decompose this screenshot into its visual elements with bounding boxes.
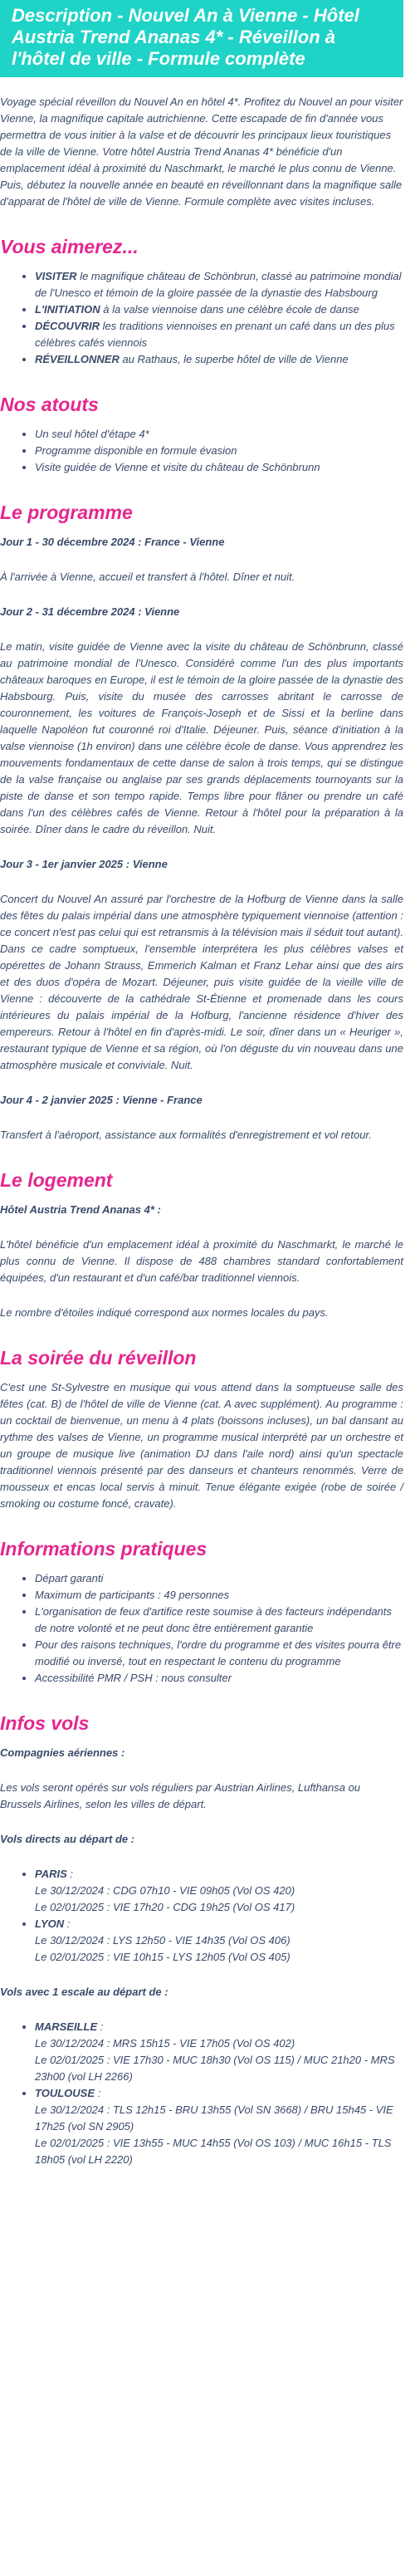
flight-line: Le 30/12/2024 : MRS 15h15 - VIE 17h05 (Vol OS 402) — [35, 2037, 295, 2050]
list-item: • Un seul hôtel d'étape 4* — [35, 426, 403, 443]
list-item — [35, 351, 403, 368]
item-text: le magnifique château de Schönbrun, classé au patrimoine mondial de l'Unesco et témoin de la gloire passée de la dynastie des Habsbourg — [35, 270, 402, 299]
day-title: Jour 2 - 31 décembre 2024 : Vienne — [0, 605, 180, 618]
stars-note: Le nombre d'étoiles indiqué correspond aux normes locales du pays. — [0, 1306, 329, 1319]
day-text: Concert du Nouvel An assuré par l'orchestre de la Hofburg de Vienne dans la salle des fêtes du palais impérial dans une atmosphère typiquement viennoise (attention : ce concert n'est pas celui qui est retransmis à la télévision mais il séduit tout autant). Dans ce cadre somptueux, l'ensemble interprétera les plus célèbres valses et opérettes de Johann Strauss, Emmerich Kalman et Franz Lehar ainsi que des airs et des duos d'opéra de Mozart. Déjeuner, puis visite guidée de la vieille ville de Vienne : découverte de la cathédrale St-Étienne et promenade dans les cours intérieures du palais impérial de la Hofburg, l'ancienne résidence d'hiver des empereurs. Retour à l'hôtel en fin d'après-midi. Le soir, dîner dans un « Heuriger », restaurant typique de Vienne et sa région, où l'on déguste du vin nouveau dans une atmosphère musicale et conviviale. Nuit. — [0, 893, 403, 1071]
item-text: au Rathaus, le superbe hôtel de ville de Vienne — [119, 353, 349, 365]
flight-city-item: • LYON : Le 30/12/2024 : LYS 12h50 - VIE 14h35 (Vol OS 406) Le 02/01/2025 : VIE 10h15 - LYS 12h05 (Vol OS 405) — [35, 1916, 403, 1966]
direct-flights-list — [0, 1866, 403, 1966]
companies-title: Compagnies aériennes : — [0, 1746, 125, 1759]
day-title: Jour 4 - 2 janvier 2025 : Vienne - France — [0, 1094, 203, 1106]
flight-line: Le 30/12/2024 : LYS 12h50 - VIE 14h35 (Vol OS 406) — [35, 1934, 290, 1947]
list-item: • L'organisation de feux d'artifice reste soumise à des facteurs indépendants de notre volonté et ne peut donc être entièrement garantie — [35, 1604, 403, 1637]
flight-line: Le 30/12/2024 : TLS 12h15 - BRU 13h55 (Vol SN 3668) / BRU 15h45 - VIE 17h25 (vol SN 2905) — [35, 2103, 393, 2133]
flight-line: Le 30/12/2024 : CDG 07h10 - VIE 09h05 (Vol OS 420) — [35, 1884, 295, 1897]
item-keyword: RÉVEILLONNER — [35, 353, 120, 365]
flight-line: Le 02/01/2025 : VIE 10h15 - LYS 12h05 (Vol OS 405) — [35, 1951, 290, 1963]
list-item: • Pour des raisons techniques, l'ordre du programme et des visites pourra être modifié ou inversé, tout en respectant le contenu du programme — [35, 1637, 403, 1670]
list-item: • Programme disponible en formule évasion — [35, 443, 403, 459]
list-item — [35, 268, 403, 301]
section-heading-atouts: Nos atouts — [0, 394, 99, 415]
atouts-list — [0, 426, 403, 476]
item-keyword: VISITER — [35, 270, 77, 282]
flight-city-item: • PARIS : Le 30/12/2024 : CDG 07h10 - VIE 09h05 (Vol OS 420) Le 02/01/2025 : VIE 17h20 - CDG 19h25 (Vol OS 417) — [35, 1866, 403, 1916]
day-title: Jour 3 - 1er janvier 2025 : Vienne — [0, 858, 168, 870]
item-keyword: DÉCOUVRIR — [35, 320, 100, 332]
day-text: À l'arrivée à Vienne, accueil et transfert à l'hôtel. Dîner et nuit. — [0, 571, 295, 583]
list-item: • Maximum de participants : 49 personnes — [35, 1587, 403, 1604]
flight-city-item: • TOULOUSE : Le 30/12/2024 : TLS 12h15 - BRU 13h55 (Vol SN 3668) / BRU 15h45 - VIE 17h25 (vol SN 2905) Le 02/01/2025 : VIE 13h55 - MUC 14h55 (Vol OS 103) / MUC 16h15 - TLS 18h05 (vol LH 2220) — [35, 2085, 403, 2168]
day-text: Le matin, visite guidée de Vienne avec la visite du château de Schönbrunn, classé au patrimoine mondial de l'Unesco. Considéré comme l'un des plus importants châteaux baroques en Europe, il est le témoin de la gloire passée de la dynastie des Habsbourg. Puis, visite du musée des carrosses abritant le carrosse de couronnement, les voitures de François-Joseph et de Sissi et la berline dans laquelle Napoléon fut couronné roi d'Italie. Déjeuner. Puis, séance d'initiation à la valse viennoise (1h environ) dans une célèbre école de danse. Vous apprendrez les mouvements fondamentaux de cette danse de salon à trois temps, qui se distingue de la valse française ou anglaise par ses grands déplacements tournoyants sur la piste de danse et son tempo rapide. Temps libre pour flâner ou prendre un café dans l'un des célèbres cafés de Vienne. Retour à l'hôtel pour la préparation à la soirée. Dîner dans le cadre du réveillon. Nuit. — [0, 640, 403, 835]
companies-text: Les vols seront opérés sur vols réguliers par Austrian Airlines, Lufthansa ou Brussels Airlines, selon les villes de départ. — [0, 1781, 361, 1810]
item-keyword: L'INITIATION — [35, 303, 100, 316]
page-title: Description - Nouvel An à Vienne - Hôtel Austria Trend Ananas 4* - Réveillon à l'hôtel de ville - Formule complète — [12, 5, 359, 69]
section-heading-soiree: La soirée du réveillon — [0, 1347, 197, 1369]
list-item — [35, 301, 403, 318]
soiree-text: C'est une St-Sylvestre en musique qui vous attend dans la somptueuse salle des fêtes (cat. B) de l'hôtel de ville de Vienne (cat. A avec supplément). Au programme : un cocktail de bienvenue, un menu à 4 plats (boissons incluses), un bal dansant au rythme des valses de Vienne, un programme musical interprété par un orchestre et un groupe de musique live (animation DJ dans l'aile nord) ainsi qu'un spectacle traditionnel viennois présenté par des danseurs et chanteurs renommés. Verre de mousseux et encas local servis à minuit. Tenue élégante exigée (robe de soirée / smoking ou costume foncé, cravate). — [0, 1381, 403, 1510]
direct-flights-title: Vols directs au départ de : — [0, 1833, 135, 1845]
intro-text: Voyage spécial réveillon du Nouvel An en hôtel 4*. Profitez du Nouvel an pour visiter Vienne, la magnifique capitale autrichienne. Cette escapade de fin d'année vous permettra de vous initier à la valse et de découvrir les principaux lieux touristiques de la ville de Vienne. Votre hôtel Austria Trend Ananas 4* bénéficie d'un emplacement idéal à proximité du Naschmarkt, le marché le plus connu de Vienne. Puis, débutez la nouvelle année en beauté en réveillonnant dans la magnifique salle d'apparat de l'hôtel de ville de Vienne. Formule complète avec visites incluses. — [0, 95, 403, 208]
flight-line: Le 02/01/2025 : VIE 17h20 - CDG 19h25 (Vol OS 417) — [35, 1901, 295, 1913]
item-text: à la valse viennoise dans une célèbre école de danse — [100, 303, 359, 316]
item-text: les traditions viennoises en prenant un café dans un des plus célèbres cafés viennois — [35, 320, 395, 349]
section-heading-programme: Le programme — [0, 502, 133, 523]
day-title: Jour 1 - 30 décembre 2024 : France - Vienne — [0, 536, 225, 548]
title-banner — [0, 0, 403, 77]
flight-line: Le 02/01/2025 : VIE 17h30 - MUC 18h30 (Vol OS 115) / MUC 21h20 - MRS 23h00 (vol LH 2266) — [35, 2054, 395, 2083]
section-heading-infos: Informations pratiques — [0, 1538, 208, 1560]
aimerez-list — [0, 268, 403, 368]
section-heading-logement: Le logement — [0, 1169, 113, 1191]
list-item: • Visite guidée de Vienne et visite du château de Schönbrunn — [35, 459, 403, 476]
infos-list — [0, 1570, 403, 1687]
flight-line: Le 02/01/2025 : VIE 13h55 - MUC 14h55 (Vol OS 103) / MUC 16h15 - TLS 18h05 (vol LH 2220) — [35, 2137, 392, 2166]
stopover-flights-title: Vols avec 1 escale au départ de : — [0, 1986, 168, 1998]
city-name: TOULOUSE — [35, 2087, 95, 2099]
hotel-name: Hôtel Austria Trend Ananas 4* : — [0, 1203, 161, 1216]
content — [0, 94, 415, 2168]
city-name: MARSEILLE — [35, 2020, 98, 2033]
city-name: LYON — [35, 1917, 65, 1930]
day-text: Transfert à l'aéroport, assistance aux formalités d'enregistrement et vol retour. — [0, 1129, 372, 1141]
city-name: PARIS — [35, 1868, 67, 1880]
list-item: • Accessibilité PMR / PSH : nous consulter — [35, 1670, 403, 1687]
list-item — [35, 318, 403, 351]
list-item: • Départ garanti — [35, 1570, 403, 1587]
stopover-flights-list — [0, 2019, 403, 2168]
flight-city-item: • MARSEILLE : Le 30/12/2024 : MRS 15h15 - VIE 17h05 (Vol OS 402) Le 02/01/2025 : VIE 17h30 - MUC 18h30 (Vol OS 115) / MUC 21h20 - MRS 23h00 (vol LH 2266) — [35, 2019, 403, 2085]
hotel-description: L'hôtel bénéficie d'un emplacement idéal à proximité du Naschmarkt, le marché le plus connu de Vienne. Il dispose de 488 chambres standard confortablement équipées, d'un restaurant et d'un café/bar traditionnel viennois. — [0, 1238, 403, 1284]
section-heading-vols: Infos vols — [0, 1712, 90, 1734]
section-heading-aimerez: Vous aimerez... — [0, 236, 139, 257]
